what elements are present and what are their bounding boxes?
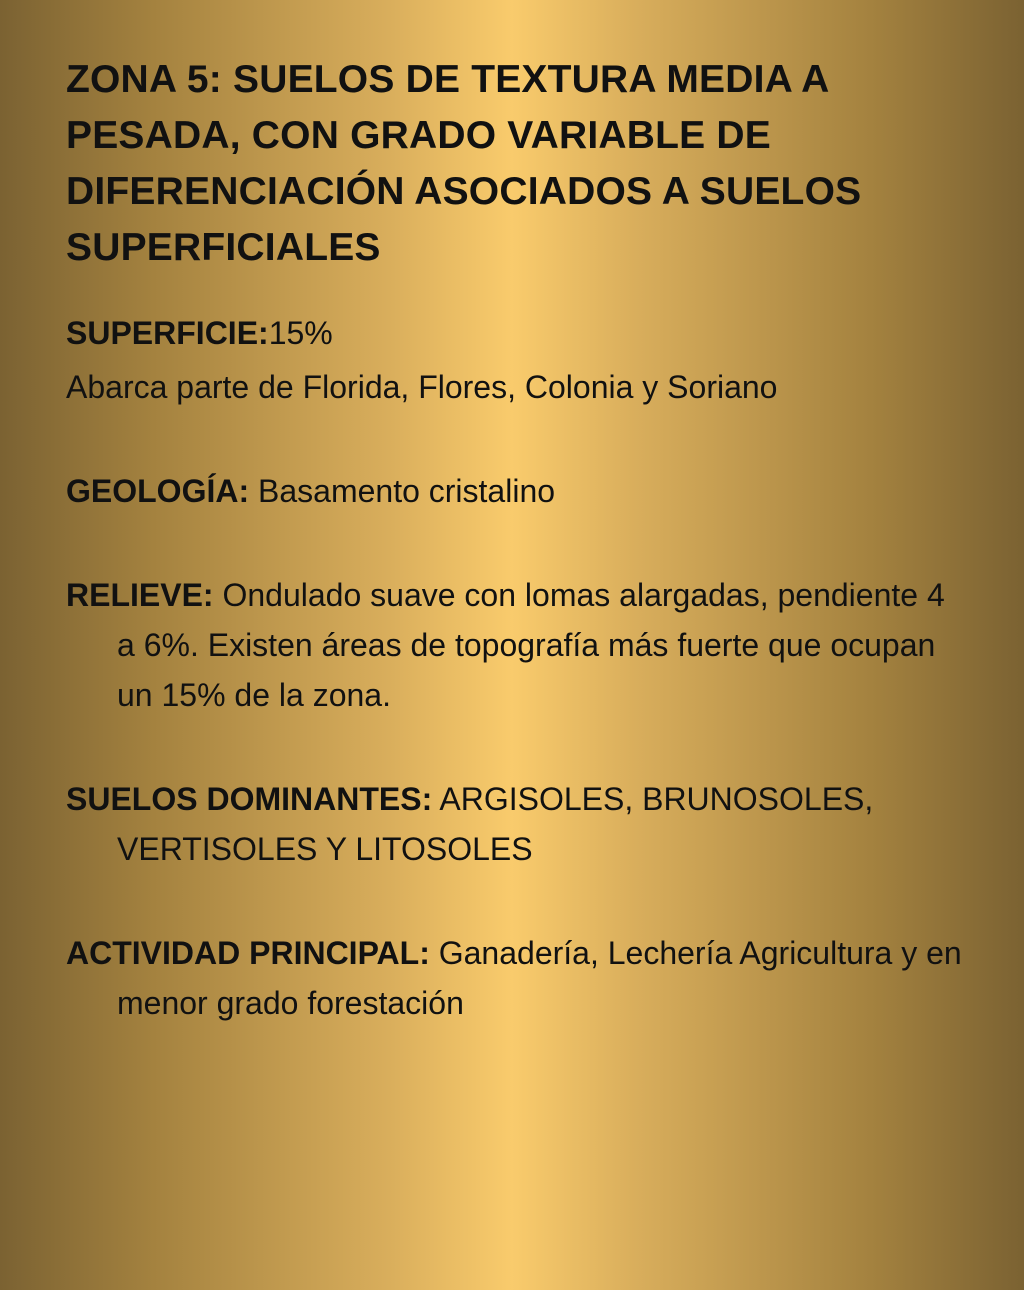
abarca-paragraph: Abarca parte de Florida, Flores, Colonia y Soriano — [66, 369, 778, 405]
suelos-value: ARGISOLES, BRUNOSOLES, VERTISOLES Y LITOSOLES — [117, 781, 874, 867]
superficie-label: SUPERFICIE: — [66, 315, 269, 351]
superficie-value: 15% — [268, 315, 333, 351]
suelos-paragraph — [66, 774, 966, 874]
geologia-value: Basamento cristalino — [249, 473, 556, 509]
slide-body — [66, 308, 966, 1028]
relieve-label: RELIEVE: — [66, 577, 214, 613]
actividad-label: ACTIVIDAD PRINCIPAL: — [66, 935, 430, 971]
geologia-label: GEOLOGÍA: — [66, 473, 250, 509]
slide-title: ZONA 5: SUELOS DE TEXTURA MEDIA A PESADA, CON GRADO VARIABLE DE DIFERENCIACIÓN ASOCIADOS A SUELOS SUPERFICIALES — [66, 58, 862, 269]
relieve-value: Ondulado suave con lomas alargadas, pendiente 4 a 6%. Existen áreas de topografía más fuerte que ocupan un 15% de la zona. — [117, 577, 945, 713]
geologia-paragraph — [66, 466, 966, 516]
actividad-value: Ganadería, Lechería Agricultura y en menor grado forestación — [117, 935, 962, 1021]
suelos-label: SUELOS DOMINANTES: — [66, 781, 433, 817]
superficie-paragraph — [66, 308, 966, 358]
relieve-paragraph — [66, 570, 966, 720]
actividad-paragraph — [66, 928, 966, 1028]
